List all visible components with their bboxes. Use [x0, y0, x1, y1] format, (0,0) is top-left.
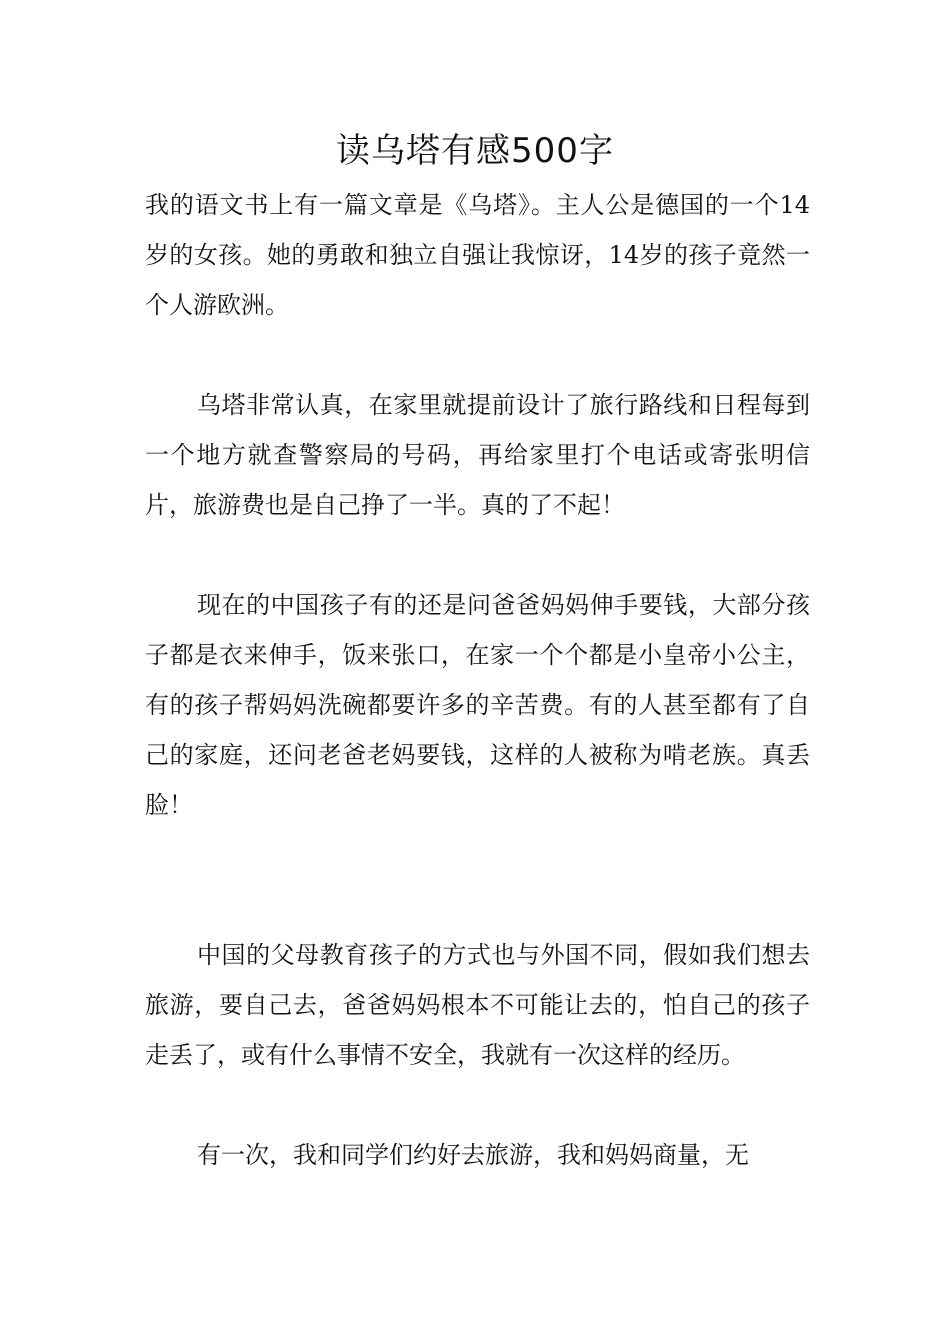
paragraph-4: 中国的父母教育孩子的方式也与外国不同，假如我们想去旅游，要自己去，爸爸妈妈根本不可能让去的，怕自己的孩子走丢了，或有什么事情不安全，我就有一次这样的经历。 — [145, 941, 810, 1069]
paragraph-spacer — [145, 830, 810, 930]
paragraph-spacer — [145, 530, 810, 580]
document-body — [145, 180, 810, 1180]
paragraph-3: 现在的中国孩子有的还是问爸爸妈妈伸手要钱，大部分孩子都是衣来伸手，饭来张口，在家一个个都是小皇帝小公主，有的孩子帮妈妈洗碗都要许多的辛苦费。有的人甚至都有了自己的家庭，还问老爸老妈要钱，这样的人被称为啃老族。真丢脸！ — [145, 591, 810, 819]
document-title: 读乌塔有感500字 — [336, 131, 614, 171]
paragraph-spacer — [145, 1080, 810, 1130]
paragraph-2: 乌塔非常认真，在家里就提前设计了旅行路线和日程每到一个地方就查警察局的号码，再给家里打个电话或寄张明信片，旅游费也是自己挣了一半。真的了不起！ — [145, 391, 810, 519]
paragraph-1: 我的语文书上有一篇文章是《乌塔》。主人公是德国的一个14岁的女孩。她的勇敢和独立自强让我惊讶，14岁的孩子竟然一个人游欧洲。 — [145, 191, 810, 319]
paragraph-spacer — [145, 330, 810, 380]
paragraph-5: 有一次，我和同学们约好去旅游，我和妈妈商量，无 — [197, 1141, 749, 1169]
